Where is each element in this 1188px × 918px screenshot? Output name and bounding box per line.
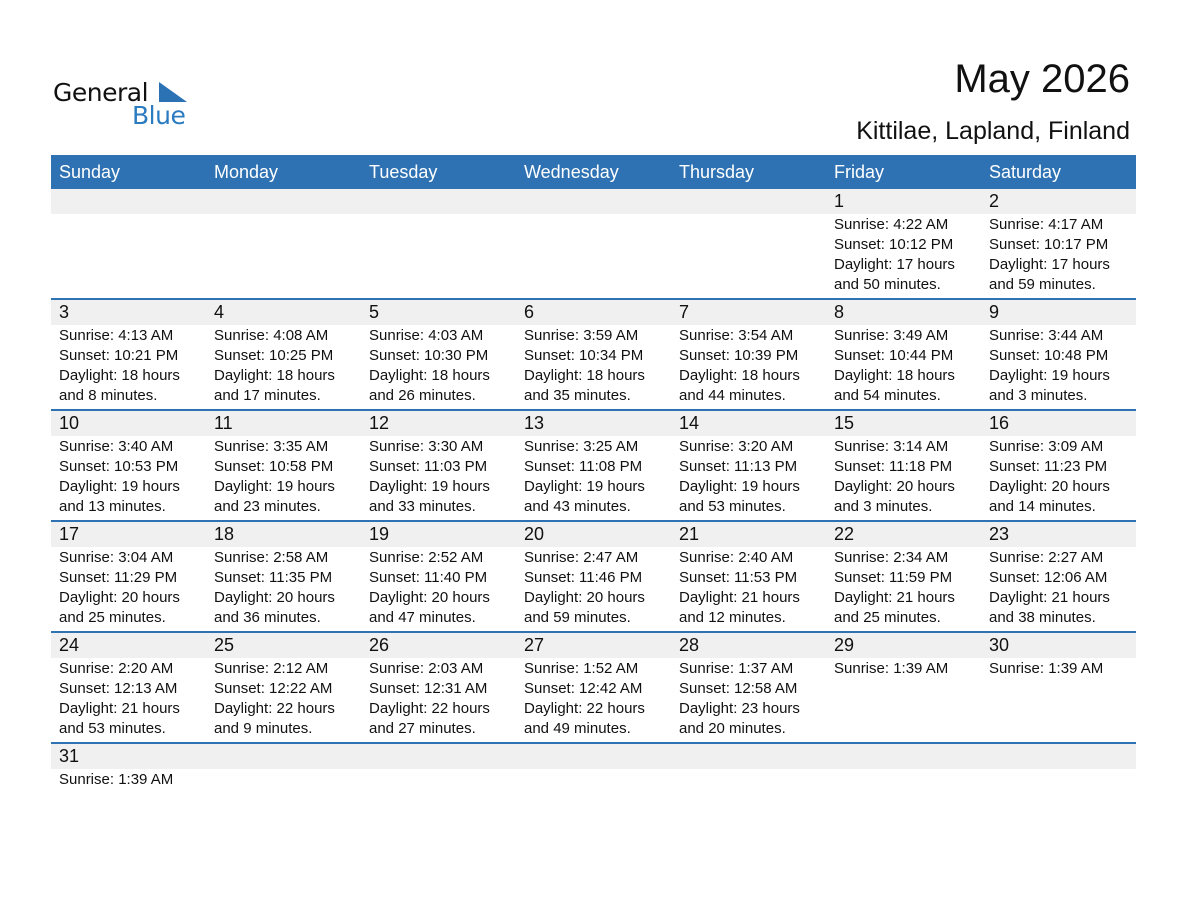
day-number: 15 bbox=[834, 413, 855, 433]
minutes-text: and 3 minutes. bbox=[834, 498, 933, 515]
sunrise-text: Sunrise: 2:20 AM bbox=[59, 660, 174, 677]
day-number bbox=[671, 189, 826, 214]
day-number: 19 bbox=[369, 524, 390, 544]
day-info-row bbox=[51, 658, 1136, 742]
day-cell bbox=[826, 658, 981, 742]
sunrise-text: Sunrise: 4:22 AM bbox=[834, 216, 949, 233]
minutes-text: and 38 minutes. bbox=[989, 609, 1096, 626]
day-number: 9 bbox=[989, 302, 1000, 322]
minutes-text: and 59 minutes. bbox=[989, 276, 1096, 293]
day-number: 2 bbox=[989, 191, 1000, 211]
sunset-text: Sunset: 10:39 PM bbox=[679, 347, 799, 364]
sunset-text: Sunset: 10:44 PM bbox=[834, 347, 954, 364]
sunrise-text: Sunrise: 3:44 AM bbox=[989, 327, 1104, 344]
daylight-text: Daylight: 19 hours bbox=[524, 478, 645, 495]
day-number: 11 bbox=[214, 413, 233, 433]
daylight-text: Daylight: 20 hours bbox=[214, 589, 335, 606]
day-cell bbox=[671, 436, 826, 520]
day-number: 3 bbox=[59, 302, 70, 322]
location-subtitle: Kittilae, Lapland, Finland bbox=[856, 117, 1130, 145]
weekday-tuesday: Tuesday bbox=[369, 162, 438, 182]
day-cell bbox=[826, 547, 981, 631]
day-number bbox=[361, 189, 516, 214]
minutes-text: and 53 minutes. bbox=[679, 498, 786, 515]
sunset-text: Sunset: 12:06 AM bbox=[989, 569, 1108, 586]
sunrise-text: Sunrise: 3:49 AM bbox=[834, 327, 949, 344]
day-number: 26 bbox=[369, 635, 390, 655]
day-cell bbox=[516, 214, 671, 298]
sunset-text: Sunset: 12:31 AM bbox=[369, 680, 488, 697]
day-cell bbox=[671, 214, 826, 298]
sunrise-text: Sunrise: 1:52 AM bbox=[524, 660, 639, 677]
daylight-text: Daylight: 21 hours bbox=[59, 700, 180, 717]
day-cell bbox=[51, 214, 206, 298]
calendar-week bbox=[51, 522, 1136, 633]
sunrise-text: Sunrise: 4:03 AM bbox=[369, 327, 484, 344]
daylight-text: Daylight: 17 hours bbox=[989, 256, 1110, 273]
logo-blue-text: Blue bbox=[132, 101, 186, 130]
day-number: 20 bbox=[524, 524, 545, 544]
calendar-week bbox=[51, 633, 1136, 744]
day-number-row bbox=[51, 744, 1136, 769]
logo-triangle-icon bbox=[159, 82, 187, 102]
logo bbox=[53, 76, 193, 132]
minutes-text: and 14 minutes. bbox=[989, 498, 1096, 515]
daylight-text: Daylight: 22 hours bbox=[524, 700, 645, 717]
sunset-text: Sunset: 10:58 PM bbox=[214, 458, 334, 475]
minutes-text: and 59 minutes. bbox=[524, 609, 631, 626]
sunset-text: Sunset: 11:40 PM bbox=[369, 569, 488, 586]
day-cell bbox=[671, 547, 826, 631]
day-number bbox=[206, 189, 361, 214]
sunset-text: Sunset: 12:13 AM bbox=[59, 680, 178, 697]
day-number-row bbox=[51, 300, 1136, 325]
calendar-weeks bbox=[51, 189, 1136, 795]
daylight-text: Daylight: 20 hours bbox=[524, 589, 645, 606]
sunset-text: Sunset: 11:18 PM bbox=[834, 458, 953, 475]
daylight-text: Daylight: 19 hours bbox=[679, 478, 800, 495]
day-cell bbox=[361, 325, 516, 409]
day-cell bbox=[361, 658, 516, 742]
day-cell bbox=[981, 436, 1136, 520]
day-cell bbox=[981, 547, 1136, 631]
daylight-text: Daylight: 20 hours bbox=[834, 478, 955, 495]
sunrise-text: Sunrise: 3:20 AM bbox=[679, 438, 794, 455]
logo-general-text: General bbox=[53, 78, 149, 107]
day-number-row bbox=[51, 522, 1136, 547]
daylight-text: Daylight: 19 hours bbox=[214, 478, 335, 495]
day-number bbox=[516, 189, 671, 214]
day-cell bbox=[826, 769, 981, 795]
sunrise-text: Sunrise: 4:08 AM bbox=[214, 327, 329, 344]
day-number: 14 bbox=[679, 413, 700, 433]
sunrise-text: Sunrise: 2:34 AM bbox=[834, 549, 949, 566]
minutes-text: and 35 minutes. bbox=[524, 387, 631, 404]
minutes-text: and 26 minutes. bbox=[369, 387, 476, 404]
minutes-text: and 27 minutes. bbox=[369, 720, 476, 737]
minutes-text: and 23 minutes. bbox=[214, 498, 321, 515]
day-number: 4 bbox=[214, 302, 225, 322]
sunset-text: Sunset: 11:23 PM bbox=[989, 458, 1108, 475]
day-cell bbox=[516, 769, 671, 795]
minutes-text: and 25 minutes. bbox=[59, 609, 166, 626]
minutes-text: and 44 minutes. bbox=[679, 387, 786, 404]
day-cell bbox=[516, 658, 671, 742]
sunset-text: Sunset: 10:17 PM bbox=[989, 236, 1109, 253]
day-cell bbox=[671, 769, 826, 795]
daylight-text: Daylight: 21 hours bbox=[834, 589, 955, 606]
daylight-text: Daylight: 19 hours bbox=[369, 478, 490, 495]
minutes-text: and 20 minutes. bbox=[679, 720, 786, 737]
daylight-text: Daylight: 19 hours bbox=[59, 478, 180, 495]
calendar-week bbox=[51, 189, 1136, 300]
sunset-text: Sunset: 11:08 PM bbox=[524, 458, 643, 475]
sunrise-text: Sunrise: 2:12 AM bbox=[214, 660, 329, 677]
day-number: 1 bbox=[834, 191, 845, 211]
weekday-thursday: Thursday bbox=[679, 162, 755, 182]
sunset-text: Sunset: 12:22 AM bbox=[214, 680, 333, 697]
calendar-week bbox=[51, 744, 1136, 795]
day-cell bbox=[206, 547, 361, 631]
daylight-text: Daylight: 21 hours bbox=[679, 589, 800, 606]
sunrise-text: Sunrise: 1:39 AM bbox=[59, 771, 174, 788]
sunset-text: Sunset: 11:46 PM bbox=[524, 569, 643, 586]
day-cell bbox=[51, 658, 206, 742]
day-cell bbox=[981, 769, 1136, 795]
day-cell bbox=[51, 325, 206, 409]
weekday-wednesday: Wednesday bbox=[524, 162, 619, 182]
day-number: 13 bbox=[524, 413, 545, 433]
day-cell bbox=[51, 547, 206, 631]
day-cell bbox=[516, 325, 671, 409]
minutes-text: and 47 minutes. bbox=[369, 609, 476, 626]
day-cell bbox=[826, 325, 981, 409]
sunrise-text: Sunrise: 2:03 AM bbox=[369, 660, 484, 677]
sunrise-text: Sunrise: 3:25 AM bbox=[524, 438, 639, 455]
minutes-text: and 33 minutes. bbox=[369, 498, 476, 515]
day-number bbox=[981, 744, 1136, 769]
minutes-text: and 43 minutes. bbox=[524, 498, 631, 515]
sunset-text: Sunset: 11:53 PM bbox=[679, 569, 798, 586]
day-cell bbox=[361, 547, 516, 631]
sunset-text: Sunset: 10:12 PM bbox=[834, 236, 954, 253]
day-number: 30 bbox=[989, 635, 1010, 655]
day-cell bbox=[361, 436, 516, 520]
weekday-friday: Friday bbox=[834, 162, 885, 182]
day-number-row bbox=[51, 411, 1136, 436]
day-number: 12 bbox=[369, 413, 390, 433]
minutes-text: and 36 minutes. bbox=[214, 609, 321, 626]
day-number bbox=[826, 744, 981, 769]
day-number bbox=[361, 744, 516, 769]
sunset-text: Sunset: 10:53 PM bbox=[59, 458, 179, 475]
sunset-text: Sunset: 10:25 PM bbox=[214, 347, 334, 364]
minutes-text: and 53 minutes. bbox=[59, 720, 166, 737]
sunrise-text: Sunrise: 4:13 AM bbox=[59, 327, 174, 344]
day-cell bbox=[206, 436, 361, 520]
day-number: 28 bbox=[679, 635, 700, 655]
sunset-text: Sunset: 11:13 PM bbox=[679, 458, 798, 475]
sunset-text: Sunset: 11:59 PM bbox=[834, 569, 953, 586]
daylight-text: Daylight: 18 hours bbox=[524, 367, 645, 384]
day-number bbox=[51, 189, 206, 214]
day-number: 18 bbox=[214, 524, 235, 544]
sunrise-text: Sunrise: 2:27 AM bbox=[989, 549, 1104, 566]
day-cell bbox=[51, 769, 206, 795]
sunrise-text: Sunrise: 3:30 AM bbox=[369, 438, 484, 455]
sunrise-text: Sunrise: 2:52 AM bbox=[369, 549, 484, 566]
day-info-row bbox=[51, 436, 1136, 520]
weekday-saturday: Saturday bbox=[989, 162, 1062, 182]
minutes-text: and 25 minutes. bbox=[834, 609, 941, 626]
minutes-text: and 54 minutes. bbox=[834, 387, 941, 404]
daylight-text: Daylight: 20 hours bbox=[369, 589, 490, 606]
day-number: 23 bbox=[989, 524, 1010, 544]
sunrise-text: Sunrise: 4:17 AM bbox=[989, 216, 1104, 233]
sunset-text: Sunset: 11:29 PM bbox=[59, 569, 178, 586]
day-info-row bbox=[51, 547, 1136, 631]
day-number: 17 bbox=[59, 524, 80, 544]
minutes-text: and 12 minutes. bbox=[679, 609, 786, 626]
calendar-grid bbox=[51, 155, 1136, 795]
daylight-text: Daylight: 22 hours bbox=[369, 700, 490, 717]
daylight-text: Daylight: 20 hours bbox=[989, 478, 1110, 495]
minutes-text: and 8 minutes. bbox=[59, 387, 158, 404]
sunset-text: Sunset: 11:03 PM bbox=[369, 458, 488, 475]
sunrise-text: Sunrise: 3:14 AM bbox=[834, 438, 949, 455]
daylight-text: Daylight: 18 hours bbox=[369, 367, 490, 384]
daylight-text: Daylight: 20 hours bbox=[59, 589, 180, 606]
day-cell bbox=[361, 769, 516, 795]
sunrise-text: Sunrise: 3:09 AM bbox=[989, 438, 1104, 455]
sunset-text: Sunset: 12:58 AM bbox=[679, 680, 798, 697]
sunrise-text: Sunrise: 3:40 AM bbox=[59, 438, 174, 455]
daylight-text: Daylight: 18 hours bbox=[834, 367, 955, 384]
minutes-text: and 50 minutes. bbox=[834, 276, 941, 293]
sunrise-text: Sunrise: 2:58 AM bbox=[214, 549, 329, 566]
day-info-row bbox=[51, 325, 1136, 409]
day-cell bbox=[516, 436, 671, 520]
sunrise-text: Sunrise: 2:47 AM bbox=[524, 549, 639, 566]
calendar-week bbox=[51, 300, 1136, 411]
day-cell bbox=[981, 214, 1136, 298]
sunrise-text: Sunrise: 1:37 AM bbox=[679, 660, 794, 677]
calendar-week bbox=[51, 411, 1136, 522]
day-cell bbox=[516, 547, 671, 631]
day-cell bbox=[826, 214, 981, 298]
day-info-row bbox=[51, 214, 1136, 298]
day-number: 22 bbox=[834, 524, 855, 544]
sunset-text: Sunset: 10:30 PM bbox=[369, 347, 489, 364]
day-number bbox=[516, 744, 671, 769]
day-number: 31 bbox=[59, 746, 80, 766]
day-number: 25 bbox=[214, 635, 235, 655]
minutes-text: and 17 minutes. bbox=[214, 387, 321, 404]
day-number: 29 bbox=[834, 635, 855, 655]
sunrise-text: Sunrise: 1:39 AM bbox=[989, 660, 1104, 677]
sunrise-text: Sunrise: 3:59 AM bbox=[524, 327, 639, 344]
sunset-text: Sunset: 11:35 PM bbox=[214, 569, 333, 586]
day-number: 8 bbox=[834, 302, 845, 322]
daylight-text: Daylight: 17 hours bbox=[834, 256, 955, 273]
day-cell bbox=[206, 658, 361, 742]
day-cell bbox=[671, 325, 826, 409]
day-cell bbox=[51, 436, 206, 520]
day-cell bbox=[361, 214, 516, 298]
day-number-row bbox=[51, 189, 1136, 214]
day-cell bbox=[206, 769, 361, 795]
day-cell bbox=[981, 325, 1136, 409]
day-cell bbox=[981, 658, 1136, 742]
day-number: 16 bbox=[989, 413, 1010, 433]
minutes-text: and 49 minutes. bbox=[524, 720, 631, 737]
day-number bbox=[671, 744, 826, 769]
daylight-text: Daylight: 19 hours bbox=[989, 367, 1110, 384]
day-number-row bbox=[51, 633, 1136, 658]
daylight-text: Daylight: 21 hours bbox=[989, 589, 1110, 606]
sunrise-text: Sunrise: 3:04 AM bbox=[59, 549, 174, 566]
weekday-monday: Monday bbox=[214, 162, 279, 182]
weekday-sunday: Sunday bbox=[59, 162, 121, 182]
day-cell bbox=[671, 658, 826, 742]
day-number: 7 bbox=[679, 302, 690, 322]
day-number: 6 bbox=[524, 302, 535, 322]
minutes-text: and 13 minutes. bbox=[59, 498, 166, 515]
page-title: May 2026 bbox=[954, 57, 1130, 101]
minutes-text: and 3 minutes. bbox=[989, 387, 1088, 404]
day-cell bbox=[826, 436, 981, 520]
day-number: 24 bbox=[59, 635, 80, 655]
day-cell bbox=[206, 325, 361, 409]
daylight-text: Daylight: 18 hours bbox=[59, 367, 180, 384]
sunrise-text: Sunrise: 3:54 AM bbox=[679, 327, 794, 344]
daylight-text: Daylight: 18 hours bbox=[679, 367, 800, 384]
day-number bbox=[206, 744, 361, 769]
sunset-text: Sunset: 12:42 AM bbox=[524, 680, 643, 697]
sunrise-text: Sunrise: 2:40 AM bbox=[679, 549, 794, 566]
sunset-text: Sunset: 10:21 PM bbox=[59, 347, 179, 364]
day-info-row bbox=[51, 769, 1136, 795]
day-cell bbox=[206, 214, 361, 298]
weekday-header bbox=[51, 155, 1136, 189]
daylight-text: Daylight: 18 hours bbox=[214, 367, 335, 384]
day-number: 21 bbox=[679, 524, 700, 544]
sunset-text: Sunset: 10:34 PM bbox=[524, 347, 644, 364]
minutes-text: and 9 minutes. bbox=[214, 720, 313, 737]
day-number: 27 bbox=[524, 635, 545, 655]
day-number: 5 bbox=[369, 302, 380, 322]
sunrise-text: Sunrise: 1:39 AM bbox=[834, 660, 949, 677]
sunrise-text: Sunrise: 3:35 AM bbox=[214, 438, 329, 455]
daylight-text: Daylight: 23 hours bbox=[679, 700, 800, 717]
day-number: 10 bbox=[59, 413, 80, 433]
sunset-text: Sunset: 10:48 PM bbox=[989, 347, 1109, 364]
daylight-text: Daylight: 22 hours bbox=[214, 700, 335, 717]
